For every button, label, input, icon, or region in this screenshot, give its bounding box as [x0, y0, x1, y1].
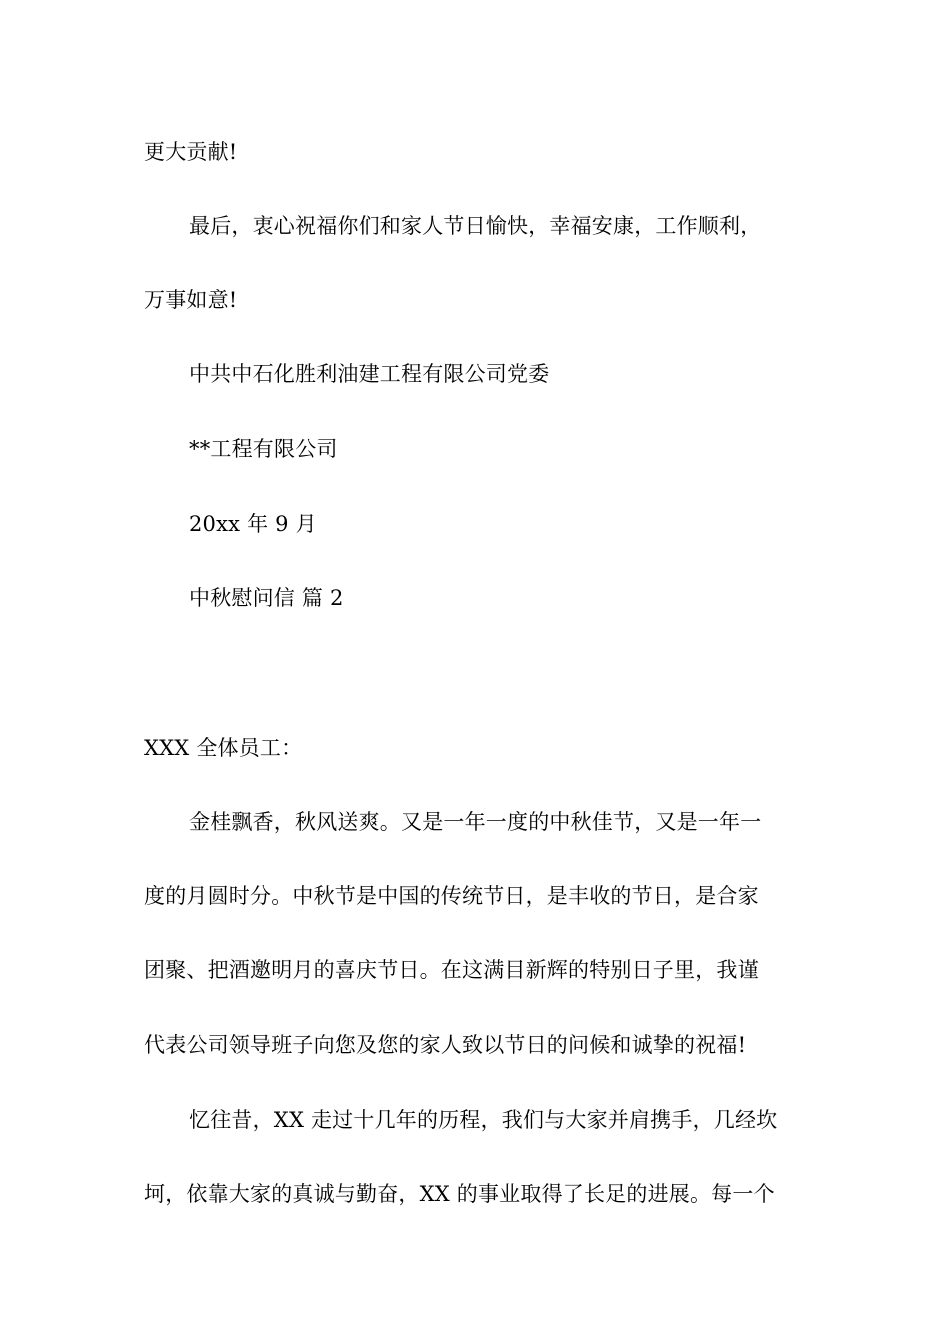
signature-organization: 中共中石化胜利油建工程有限公司党委: [189, 362, 550, 386]
signature-date: 20xx 年 9 月: [189, 512, 317, 536]
paragraph-line: 度的月圆时分。中秋节是中国的传统节日，是丰收的节日，是合家: [144, 884, 759, 908]
paragraph-line: 忆往昔，XX 走过十几年的历程，我们与大家并肩携手，几经坎: [189, 1108, 778, 1132]
paragraph-line: 更大贡献!: [144, 140, 238, 164]
paragraph-line: 坷，依靠大家的真诚与勤奋，XX 的事业取得了长足的进展。每一个: [144, 1182, 775, 1206]
paragraph-line: 最后，衷心祝福你们和家人节日愉快，幸福安康，工作顺利，: [189, 214, 762, 238]
paragraph-line: 团聚、把酒邀明月的喜庆节日。在这满目新辉的特别日子里，我谨: [144, 958, 759, 982]
salutation: XXX 全体员工：: [144, 736, 303, 760]
paragraph-line: 代表公司领导班子向您及您的家人致以节日的问候和诚挚的祝福!: [144, 1033, 747, 1057]
section-heading: 中秋慰问信 篇 2: [189, 586, 344, 610]
paragraph-line: 金桂飘香，秋风送爽。又是一年一度的中秋佳节，又是一年一: [189, 810, 762, 834]
paragraph-line: 万事如意!: [144, 288, 238, 312]
signature-company: **工程有限公司: [189, 437, 338, 461]
